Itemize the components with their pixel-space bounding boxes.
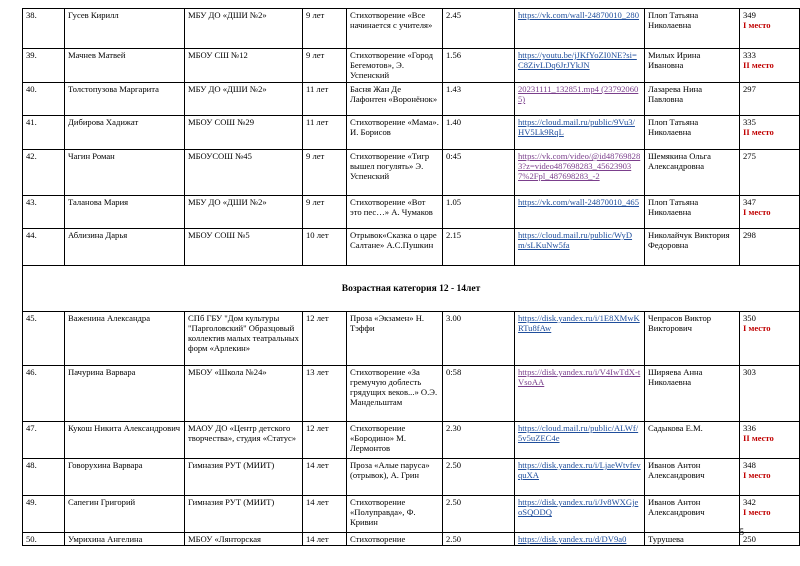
score-cell xyxy=(740,312,800,366)
school-name: МАОУ ДО «Центр детского творчества», студия «Статус» xyxy=(185,422,303,459)
participant-age: 11 лет xyxy=(303,83,347,116)
table-row xyxy=(23,83,800,116)
table-row xyxy=(23,459,800,496)
school-name: МБУ ДО «ДШИ №2» xyxy=(185,196,303,229)
video-link[interactable]: https://cloud.mail.ru/public/ALWf/5v5uZEC4e xyxy=(515,422,645,459)
teacher-name: Шемякина Ольга Александровна xyxy=(645,150,740,196)
participant-age: 14 лет xyxy=(303,459,347,496)
duration: 2.45 xyxy=(443,9,515,49)
school-name: МБОУ СОШ №5 xyxy=(185,229,303,266)
participant-name: Важенина Александра xyxy=(65,312,185,366)
table-row xyxy=(23,9,800,49)
place-label: I место xyxy=(743,507,771,517)
teacher-name: Лазарева Нина Павловна xyxy=(645,83,740,116)
participant-name: Гусев Кирилл xyxy=(65,9,185,49)
duration: 1.40 xyxy=(443,116,515,150)
video-link[interactable]: https://vk.com/video/@id487698283?z=video487698283_456239037%2Fpl_487698283_-2 xyxy=(515,150,645,196)
place-label: I место xyxy=(743,323,771,333)
row-number: 45. xyxy=(23,312,65,366)
row-number: 40. xyxy=(23,83,65,116)
participant-name: Говорухина Варвара xyxy=(65,459,185,496)
performance-title: Стихотворение «Бородино» М. Лермонтов xyxy=(347,422,443,459)
row-number: 39. xyxy=(23,49,65,83)
duration: 2.30 xyxy=(443,422,515,459)
category-row xyxy=(23,266,800,312)
performance-title: Стихотворение «Вот это пес…» А. Чумаков xyxy=(347,196,443,229)
row-number: 42. xyxy=(23,150,65,196)
performance-title: Проза «Алые паруса» (отрывок), А. Грин xyxy=(347,459,443,496)
duration: 2.15 xyxy=(443,229,515,266)
performance-title: Стихотворение «Все начинается с учителя» xyxy=(347,9,443,49)
video-link[interactable]: https://disk.yandex.ru/i/1E8XMwKRTu8fAw xyxy=(515,312,645,366)
table-row xyxy=(23,422,800,459)
table-row xyxy=(23,366,800,422)
participant-name: Сапегин Григорий xyxy=(65,496,185,533)
score-value: 348 xyxy=(743,460,756,470)
school-name: МБОУ «Школа №24» xyxy=(185,366,303,422)
row-number: 43. xyxy=(23,196,65,229)
video-link[interactable]: https://cloud.mail.ru/public/WyDm/sLKuNw5fa xyxy=(515,229,645,266)
video-link[interactable]: https://vk.com/wall-24870010_465 xyxy=(515,196,645,229)
video-link[interactable]: https://vk.com/wall-24870010_280 xyxy=(515,9,645,49)
score-value: 342 xyxy=(743,497,756,507)
row-number: 38. xyxy=(23,9,65,49)
page-number: 5 xyxy=(739,527,744,537)
teacher-name: Ширяева Анна Николаевна xyxy=(645,366,740,422)
table-row xyxy=(23,229,800,266)
duration: 1.43 xyxy=(443,83,515,116)
school-name: МБОУ СОШ №29 xyxy=(185,116,303,150)
participant-name: Таланова Мария xyxy=(65,196,185,229)
score-value: 298 xyxy=(743,230,756,240)
place-label: I место xyxy=(743,207,771,217)
participant-name: Дибирова Хадижат xyxy=(65,116,185,150)
performance-title: Стихотворение «Тигр вышел погулять» Э. Успенский xyxy=(347,150,443,196)
teacher-name: Садыкова Е.М. xyxy=(645,422,740,459)
score-value: 335 xyxy=(743,117,756,127)
table-row xyxy=(23,116,800,150)
score-value: 350 xyxy=(743,313,756,323)
duration: 2.50 xyxy=(443,533,515,546)
performance-title: Отрывок«Сказка о царе Салтане» А.С.Пушкин xyxy=(347,229,443,266)
school-name: МБУ ДО «ДШИ №2» xyxy=(185,9,303,49)
participant-name: Умрихина Ангелина xyxy=(65,533,185,546)
score-cell xyxy=(740,533,800,546)
video-link[interactable]: https://disk.yandex.ru/d/DV9a0 xyxy=(515,533,645,546)
performance-title: Стихотворение «Полуправда», Ф. Кривин xyxy=(347,496,443,533)
duration: 0:45 xyxy=(443,150,515,196)
score-cell xyxy=(740,150,800,196)
row-number: 46. xyxy=(23,366,65,422)
participant-name: Чагин Роман xyxy=(65,150,185,196)
school-name: СПб ГБУ "Дом культуры "Парголовский" Образцовый коллектив малых театральных форм «Арлекин» xyxy=(185,312,303,366)
score-cell xyxy=(740,459,800,496)
teacher-name: Иванов Антон Александрович xyxy=(645,459,740,496)
score-cell xyxy=(740,116,800,150)
score-cell xyxy=(740,49,800,83)
score-cell xyxy=(740,229,800,266)
participant-age: 9 лет xyxy=(303,49,347,83)
teacher-name: Иванов Антон Александрович xyxy=(645,496,740,533)
performance-title: Стихотворение «Город Бегемотов», Э. Успенский xyxy=(347,49,443,83)
school-name: Гимназия РУТ (МИИТ) xyxy=(185,496,303,533)
row-number: 47. xyxy=(23,422,65,459)
row-number: 49. xyxy=(23,496,65,533)
teacher-name: Милых Ирина Ивановна xyxy=(645,49,740,83)
score-value: 347 xyxy=(743,197,756,207)
score-value: 349 xyxy=(743,10,756,20)
video-link[interactable]: 20231111_132851.mp4 (237920605) xyxy=(515,83,645,116)
score-value: 297 xyxy=(743,84,756,94)
table-row xyxy=(23,150,800,196)
participant-age: 11 лет xyxy=(303,116,347,150)
score-value: 336 xyxy=(743,423,756,433)
video-link[interactable]: https://cloud.mail.ru/public/9Vu3/HV5Lk9RqL xyxy=(515,116,645,150)
duration: 2.50 xyxy=(443,496,515,533)
score-cell xyxy=(740,366,800,422)
score-value: 275 xyxy=(743,151,756,161)
participant-name: Толстопузова Маргарита xyxy=(65,83,185,116)
school-name: МБОУ «Лянторская xyxy=(185,533,303,546)
score-value: 303 xyxy=(743,367,756,377)
table-row xyxy=(23,49,800,83)
participant-name: Мачнев Матвей xyxy=(65,49,185,83)
score-cell xyxy=(740,9,800,49)
table-row xyxy=(23,533,800,546)
school-name: МБОУ СШ №12 xyxy=(185,49,303,83)
participant-age: 14 лет xyxy=(303,533,347,546)
place-label: II место xyxy=(743,433,774,443)
duration: 0:58 xyxy=(443,366,515,422)
results-table xyxy=(22,8,800,546)
score-value: 333 xyxy=(743,50,756,60)
table-row xyxy=(23,312,800,366)
row-number: 41. xyxy=(23,116,65,150)
place-label: II место xyxy=(743,127,774,137)
participant-age: 12 лет xyxy=(303,422,347,459)
row-number: 48. xyxy=(23,459,65,496)
participant-age: 12 лет xyxy=(303,312,347,366)
duration: 1.05 xyxy=(443,196,515,229)
row-number: 50. xyxy=(23,533,65,546)
participant-name: Пачурина Варвара xyxy=(65,366,185,422)
table-row xyxy=(23,196,800,229)
score-cell xyxy=(740,422,800,459)
school-name: Гимназия РУТ (МИИТ) xyxy=(185,459,303,496)
score-cell xyxy=(740,196,800,229)
participant-age: 9 лет xyxy=(303,150,347,196)
teacher-name: Николайчук Виктория Федоровна xyxy=(645,229,740,266)
performance-title: Стихотворение «За гремучую доблесть грядущих веков...» О.Э. Мандельштам xyxy=(347,366,443,422)
video-link[interactable]: https://disk.yandex.ru/i/V4IwTdX-tVsoAA xyxy=(515,366,645,422)
duration: 3.00 xyxy=(443,312,515,366)
school-name: МБУ ДО «ДШИ №2» xyxy=(185,83,303,116)
school-name: МБОУСОШ №45 xyxy=(185,150,303,196)
performance-title: Стихотворение «Мама». И. Борисов xyxy=(347,116,443,150)
performance-title: Проза «Экзамен» Н. Тэффи xyxy=(347,312,443,366)
row-number: 44. xyxy=(23,229,65,266)
participant-name: Аблизина Дарья xyxy=(65,229,185,266)
video-link[interactable]: https://disk.yandex.ru/i/LjaeWtvfevquXA xyxy=(515,459,645,496)
table-row xyxy=(23,496,800,533)
category-title: Возрастная категория 12 - 14лет xyxy=(23,266,800,312)
participant-age: 14 лет xyxy=(303,496,347,533)
score-value: 250 xyxy=(743,534,756,544)
participant-age: 9 лет xyxy=(303,9,347,49)
duration: 2.50 xyxy=(443,459,515,496)
video-link[interactable]: https://youtu.be/jJKfYoZI0NE?si=C8ZivLDq6JrJYkJN xyxy=(515,49,645,83)
duration: 1.56 xyxy=(443,49,515,83)
place-label: I место xyxy=(743,20,771,30)
participant-name: Кукош Никита Александрович xyxy=(65,422,185,459)
teacher-name: Плоп Татьяна Николаевна xyxy=(645,9,740,49)
score-cell xyxy=(740,496,800,533)
teacher-name: Плоп Татьяна Николаевна xyxy=(645,196,740,229)
score-cell xyxy=(740,83,800,116)
participant-age: 10 лет xyxy=(303,229,347,266)
participant-age: 9 лет xyxy=(303,196,347,229)
participant-age: 13 лет xyxy=(303,366,347,422)
teacher-name: Чепрасов Виктор Викторович xyxy=(645,312,740,366)
performance-title: Стихотворение xyxy=(347,533,443,546)
place-label: II место xyxy=(743,60,774,70)
teacher-name: Плоп Татьяна Николаевна xyxy=(645,116,740,150)
performance-title: Басня Жан Де Лафонтен «Воронёнок» xyxy=(347,83,443,116)
place-label: I место xyxy=(743,470,771,480)
teacher-name: Турушева xyxy=(645,533,740,546)
video-link[interactable]: https://disk.yandex.ru/i/Jv8WXGjeoSQODQ xyxy=(515,496,645,533)
